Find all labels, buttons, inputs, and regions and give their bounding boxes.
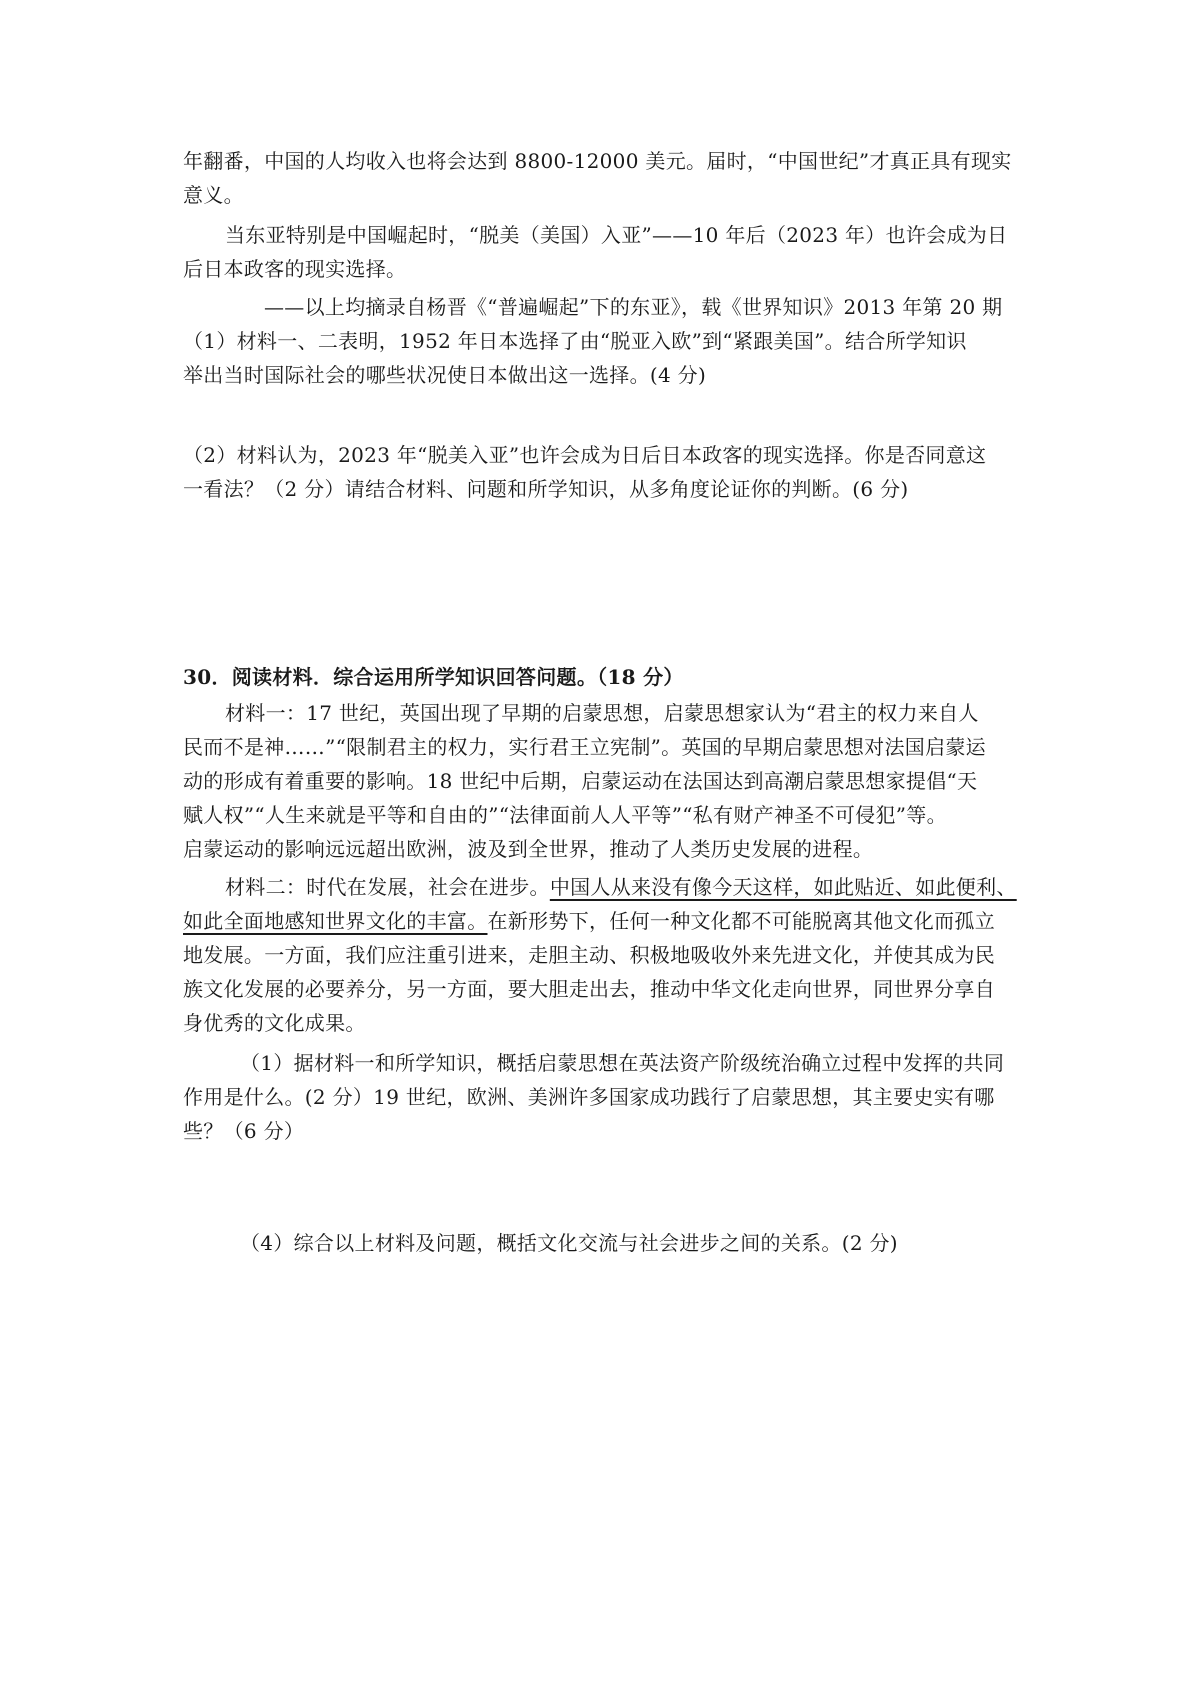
material-text-line: 后日本政客的现实选择。 (183, 257, 407, 281)
material-text-line: 动的形成有着重要的影响。18 世纪中后期，启蒙运动在法国达到高潮启蒙思想家提倡“天 (183, 769, 978, 793)
underlined-text: 如此全面地感知世界文化的丰富。 (183, 909, 488, 933)
question-text-line: （2）材料认为，2023 年“脱美入亚”也许会成为日后日本政客的现实选择。你是否同意这 (183, 443, 987, 467)
question-text-line: 作用是什么。(2 分）19 世纪，欧洲、美洲许多国家成功践行了启蒙思想，其主要史实有哪 (183, 1085, 995, 1109)
material-text-line: 民而不是神……”“限制君主的权力，实行君王立宪制”。英国的早期启蒙思想对法国启蒙运 (183, 735, 986, 759)
material-text-line: 年翻番，中国的人均收入也将会达到 8800-12000 美元。届时，“中国世纪”才真正具有现实 (183, 149, 1012, 173)
material-text-line: 身优秀的文化成果。 (183, 1011, 366, 1035)
material-source: ——以上均摘录自杨晋《“普遍崛起”下的东亚》，载《世界知识》2013 年第 20 期 (264, 295, 1003, 319)
material-text-line: 赋人权”“人生来就是平等和自由的”“法律面前人人平等”“私有财产神圣不可侵犯”等。 (183, 803, 947, 827)
material-text-line (225, 870, 1033, 904)
question-text-line: （1）材料一、二表明，1952 年日本选择了由“脱亚入欧”到“紧跟美国”。结合所学知识 (183, 329, 967, 353)
material-text-line: 意义。 (183, 183, 244, 207)
question-text-line: （4）综合以上材料及问题，概括文化交流与社会进步之间的关系。(2 分) (240, 1231, 898, 1255)
question-text-line: （1）据材料一和所学知识，概括启蒙思想在英法资产阶级统治确立过程中发挥的共同 (240, 1051, 1005, 1075)
underlined-text: 中国人从来没有像今天这样，如此贴近、如此便利、 (549, 875, 1017, 899)
material-text-line: 材料一：17 世纪，英国出现了早期的启蒙思想，启蒙思想家认为“君主的权力来自人 (225, 701, 979, 725)
material-text-line: 地发展。一方面，我们应注重引进来，走胆主动、积极地吸收外来先进文化，并使其成为民 (183, 943, 995, 967)
question-text-line: 举出当时国际社会的哪些状况使日本做出这一选择。(4 分) (183, 363, 707, 387)
material-text: 材料二：时代在发展，社会在进步。 (225, 875, 550, 899)
material-text-line: 当东亚特别是中国崛起时，“脱美（美国）入亚”——10 年后（2023 年）也许会成为日 (225, 223, 1008, 247)
question-title: 30．阅读材料．综合运用所学知识回答问题。（18 分） (183, 665, 684, 689)
material-text-line (183, 904, 1033, 938)
material-text-line: 启蒙运动的影响远远超出欧洲，波及到全世界，推动了人类历史发展的进程。 (183, 837, 874, 861)
material-text-line: 族文化发展的必要养分，另一方面，要大胆走出去，推动中华文化走向世界，同世界分享自 (183, 977, 995, 1001)
question-text-line: 些？（6 分） (183, 1119, 305, 1143)
material-text: 在新形势下，任何一种文化都不可能脱离其他文化而孤立 (487, 909, 995, 933)
question-text-line: 一看法？（2 分）请结合材料、问题和所学知识，从多角度论证你的判断。(6 分) (183, 477, 909, 501)
